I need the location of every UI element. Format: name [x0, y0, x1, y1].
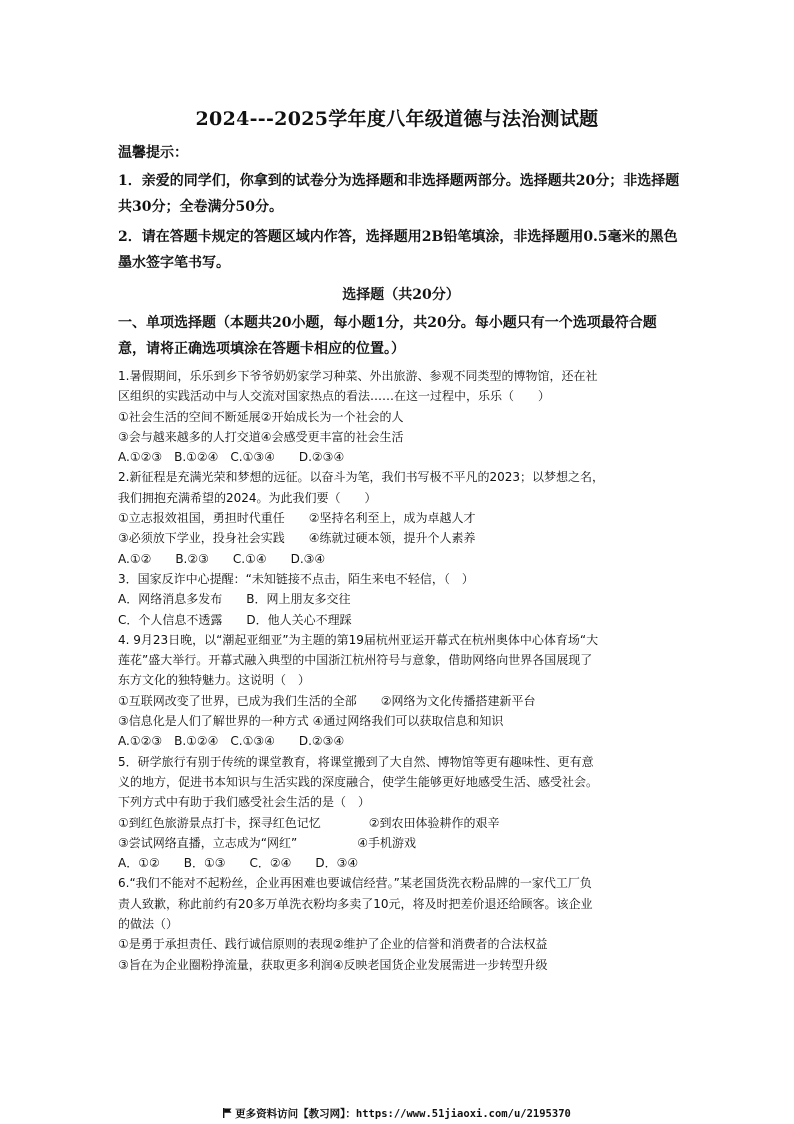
question-line: 4. 9月23日晚，以“潮起亚细亚”为主题的第19届杭州亚运开幕式在杭州奥体中心体育场“大 — [118, 632, 599, 647]
question-line: ③尝试网络直播，立志成为“网红” ④手机游戏 — [118, 835, 416, 850]
question-line: A.①②③ B.①②④ C.①③④ D.②③④ — [118, 734, 345, 749]
question-line: C．个人信息不透露 D．他人关心不理踩 — [118, 612, 352, 627]
footer-text[interactable]: 更多资料访问【教习网】：https://www.51jiaoxi.com/u/2195370 — [235, 1108, 571, 1120]
exam-title: 2024---2025学年度八年级道德与法治测试题 — [195, 108, 599, 130]
exam-body — [118, 138, 684, 975]
question-line: ①互联网改变了世界，已成为我们生活的全部 ②网络为文化传播搭建新平台 — [118, 693, 536, 708]
tip-item-1: 1．亲爱的同学们，你拿到的试卷分为选择题和非选择题两部分。选择题共20分；非选择题共30分；全卷满分50分。 — [118, 173, 680, 215]
question-line: 2.新征程是充满光荣和梦想的远征。以奋斗为笔，我们书写极不平凡的2023；以梦想之名， — [118, 470, 604, 485]
question-line: 区组织的实践活动中与人交流对国家热点的看法……在这一过程中，乐乐（ ） — [118, 389, 551, 404]
question-line: 1.暑假期间，乐乐到乡下爷爷奶奶家学习种菜、外出旅游、参观不同类型的博物馆，还在社 — [118, 369, 598, 383]
question-line: ③会与越来越多的人打交道④会感受更丰富的社会生活 — [118, 429, 404, 444]
question-line: 6.“我们不能对不起粉丝，企业再困难也要诚信经营。”某老国货洗衣粉品牌的一家代工厂负 — [118, 876, 592, 891]
question-line: ①社会生活的空间不断延展②开始成长为一个社会的人 — [118, 409, 404, 424]
tips-heading: 温馨提示： — [118, 145, 188, 161]
question-line: 的做法（） — [118, 917, 179, 932]
question-line: ①是勇于承担责任、践行诚信原则的表现②维护了企业的信誉和消费者的合法权益 — [118, 937, 548, 952]
question-line: 下列方式中有助于我们感受社会生活的是（ ） — [118, 795, 371, 810]
question-line: A.①② B.②③ C.①④ D.③④ — [118, 551, 326, 566]
flag-icon — [223, 1108, 232, 1118]
questions — [118, 366, 684, 975]
question-line: 东方文化的独特魅力。这说明（ ） — [118, 673, 311, 688]
footer[interactable] — [0, 1106, 794, 1121]
tip-item-2: 2．请在答题卡规定的答题区域内作答，选择题用2B铅笔填涂，非选择题用0.5毫米的黑色墨水签字笔书写。 — [118, 229, 678, 271]
question-line: 莲花”盛大举行。开幕式融入典型的中国浙江杭州符号与意象，借助网络向世界各国展现了 — [118, 653, 593, 668]
question-line: A．网络消息多发布 B．网上朋友多交往 — [118, 592, 351, 607]
question-line: ①到红色旅游景点打卡，探寻红色记忆 ②到农田体验耕作的艰辛 — [118, 815, 500, 830]
question-line: ③旨在为企业圈粉挣流量，获取更多利润④反映老国货企业发展需进一步转型升级 — [118, 957, 548, 972]
question-line: 5．研学旅行有别于传统的课堂教育，将课堂搬到了大自然、博物馆等更有趣味性、更有意 — [118, 754, 594, 769]
part-title: 一、单项选择题（本题共20小题，每小题1分，共20分。每小题只有一个选项最符合题意，请将正确选项填涂在答题卡相应的位置。） — [118, 315, 657, 357]
question-line: ①立志报效祖国，勇担时代重任 ②坚持名利至上，成为卓越人才 — [118, 511, 476, 526]
question-line: ③必须放下学业，投身社会实践 ④练就过硬本领，提升个人素养 — [118, 531, 476, 546]
question-line: 义的地方，促进书本知识与生活实践的深度融合，使学生能够更好地感受生活、感受社会。 — [118, 774, 599, 789]
question-line: 我们拥抱充满希望的2024。为此我们要（ ） — [118, 490, 377, 505]
question-line: A．①② B．①③ C．②④ D．③④ — [118, 856, 359, 871]
question-line: A.①②③ B.①②④ C.①③④ D.②③④ — [118, 450, 345, 465]
section-title: 选择题（共20分） — [342, 287, 460, 303]
question-line: ③信息化是人们了解世界的一种方式 ④通过网络我们可以获取信息和知识 — [118, 714, 504, 729]
question-line: 责人致歉，称此前约有20多万单洗衣粉均多卖了10元，将及时把差价退还给顾客。该企业 — [118, 896, 593, 911]
question-line: 3．国家反诈中心提醒：“未知链接不点击，陌生来电不轻信，（ ） — [118, 571, 474, 586]
